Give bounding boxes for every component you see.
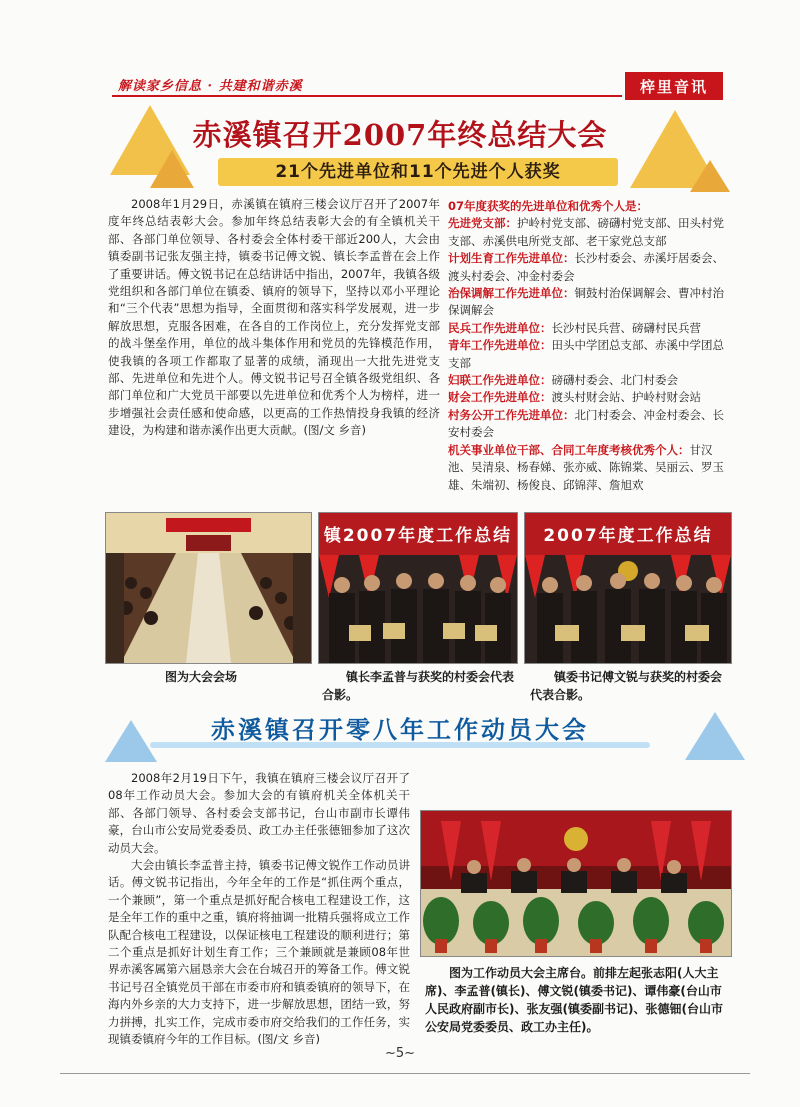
award-item: 先进党支部：护岭村党支部、磅礴村党支部、田头村党支部、赤溪供电所党支部、老干家党总支部 — [448, 216, 724, 248]
header-rule — [112, 95, 622, 97]
photo-mayor-group — [318, 512, 518, 664]
caption-podium: 图为工作动员大会主席台。前排左起张志阳(人大主席)、李孟普(镇长)、傅文锐(镇委书记)、谭伟豪(台山市人民政府副市长)、张友强(镇委副书记)、张德钿(台山市公安局党委委员、政工办主任)。 — [425, 966, 723, 1034]
caption-secretary-group: 镇委书记傅文锐与获奖的村委会代表合影。 — [530, 670, 723, 702]
triangle-decoration-right-small — [690, 160, 730, 192]
awards-heading: 07年度获奖的先进单位和优秀个人是： — [448, 199, 649, 213]
article1-subtitle: 21个先进单位和11个先进个人获奖 — [218, 158, 618, 186]
photo-secretary-group — [524, 512, 732, 664]
article2-paragraph: 2008年2月19日下午，我镇在镇府三楼会议厅召开了08年工作动员大会。参加大会的有镇府机关全体机关干部、各部门领导、各村委会支部书记，台山市副市长谭伟豪，台山市公安局党委委员、政工办主任张德钿参加了这次动员大会。 — [108, 771, 410, 855]
article2-title: 赤溪镇召开零八年工作动员大会 — [211, 715, 589, 744]
award-item: 村务公开工作先进单位：北门村委会、冲金村委会、长安村委会 — [448, 407, 724, 440]
award-item: 民兵工作先进单位：长沙村民兵营、磅礴村民兵营 — [448, 320, 701, 335]
footer-rule — [60, 1073, 750, 1074]
awards-list — [448, 198, 730, 494]
article1-title: 赤溪镇召开2007年终总结大会 — [192, 118, 608, 152]
caption-mayor-group: 镇长李孟普与获奖的村委会代表合影。 — [322, 670, 515, 702]
award-item: 妇联工作先进单位：磅礴村委会、北门村委会 — [448, 373, 678, 388]
triangle-decoration-left-small — [150, 150, 194, 188]
award-item: 财会工作先进单位：渡头村财会站、护岭村财会站 — [448, 390, 701, 405]
banner-text: 2007年度工作总结 — [543, 526, 713, 546]
photo-podium — [420, 810, 732, 957]
award-item: 治保调解工作先进单位：铜鼓村治保调解会、曹冲村治保调解会 — [448, 286, 724, 318]
triangle-decoration-blue-right — [685, 712, 745, 760]
award-item: 计划生育工作先进单位：长沙村委会、赤溪圩居委会、渡头村委会、冲金村委会 — [448, 251, 724, 283]
article1-body — [108, 196, 440, 440]
award-item: 青年工作先进单位：田头中学团总支部、赤溪中学团总支部 — [448, 338, 724, 370]
section-badge: 梓里音讯 — [625, 72, 723, 100]
article2-paragraph: 大会由镇长李孟普主持，镇委书记傅文锐作工作动员讲话。傅文锐书记指出，今年全年的工作是“抓住两个重点，一个兼顾”，第一个重点是抓好配合核电工程建设工作，这是全年工作的重中之重，镇府将抽调一批精兵强将成立工作队配合核电工程建设，以保证核电工程建设的顺利进行；第二个重点是抓好计划生育工作；三个兼顾就是兼顾08年世界赤溪客属第六届恳亲大会在台城召开的筹备工作。傅文锐书记号召全镇党员干部在市委市府和镇委镇府的领导下，在海内外乡亲的大力支持下，进一步解放思想，团结一致，努力拼搏，扎实工作，完成市委市府交给我们的工作任务，实现镇委镇府今年的工作目标。(图/文 乡音) — [108, 858, 410, 1047]
page-number: ~5~ — [384, 1046, 416, 1061]
banner-text: 镇2007年度工作总结 — [323, 526, 513, 546]
article2-body — [108, 770, 410, 1049]
photo-meeting-hall — [105, 512, 312, 664]
caption-meeting-hall: 图为大会会场 — [165, 670, 238, 684]
award-item: 机关事业单位干部、合同工年度考核优秀个人：甘汉池、吴清泉、杨春娣、张亦威、陈锦棠、吴丽云、罗玉雄、朱端初、杨俊良、邱锦萍、詹旭欢 — [448, 442, 724, 492]
header-slogan: 解读家乡信息 · 共建和谐赤溪 — [118, 79, 303, 94]
article1-body-text: 2008年1月29日，赤溪镇在镇府三楼会议厅召开了2007年度年终总结表彰大会。参加年终总结表彰大会的有全镇机关干部、各部门单位领导、各村委会全体村委干部近200人，大会由镇委副书记张友强主持，镇委书记傅文锐、镇长李孟普在会上作了重要讲话。傅文锐书记在总结讲话中指出，2007年，我镇各级党组织和各部门单位在镇委、镇府的领导下，坚持以邓小平理论和“三个代表”思想为指导，全面贯彻和落实科学发展观，进一步解放思想，克服各困难，在各自的工作岗位上，充分发挥党支部的战斗堡垒作用，单位的战斗集体作用和党员的先锋模范作用，使我镇的各项工作都取了显著的成绩，涌现出一大批先进党支部、先进单位和先进个人。傅文锐书记号召全镇各级党组织、各部门单位和广大党员干部要以先进单位和优秀个人为榜样，进一步增强社会责任感和使命感，以更高的工作热情投身我镇的经济建设，为构建和谐赤溪作出更大贡献。(图/文 乡音) — [108, 197, 440, 438]
